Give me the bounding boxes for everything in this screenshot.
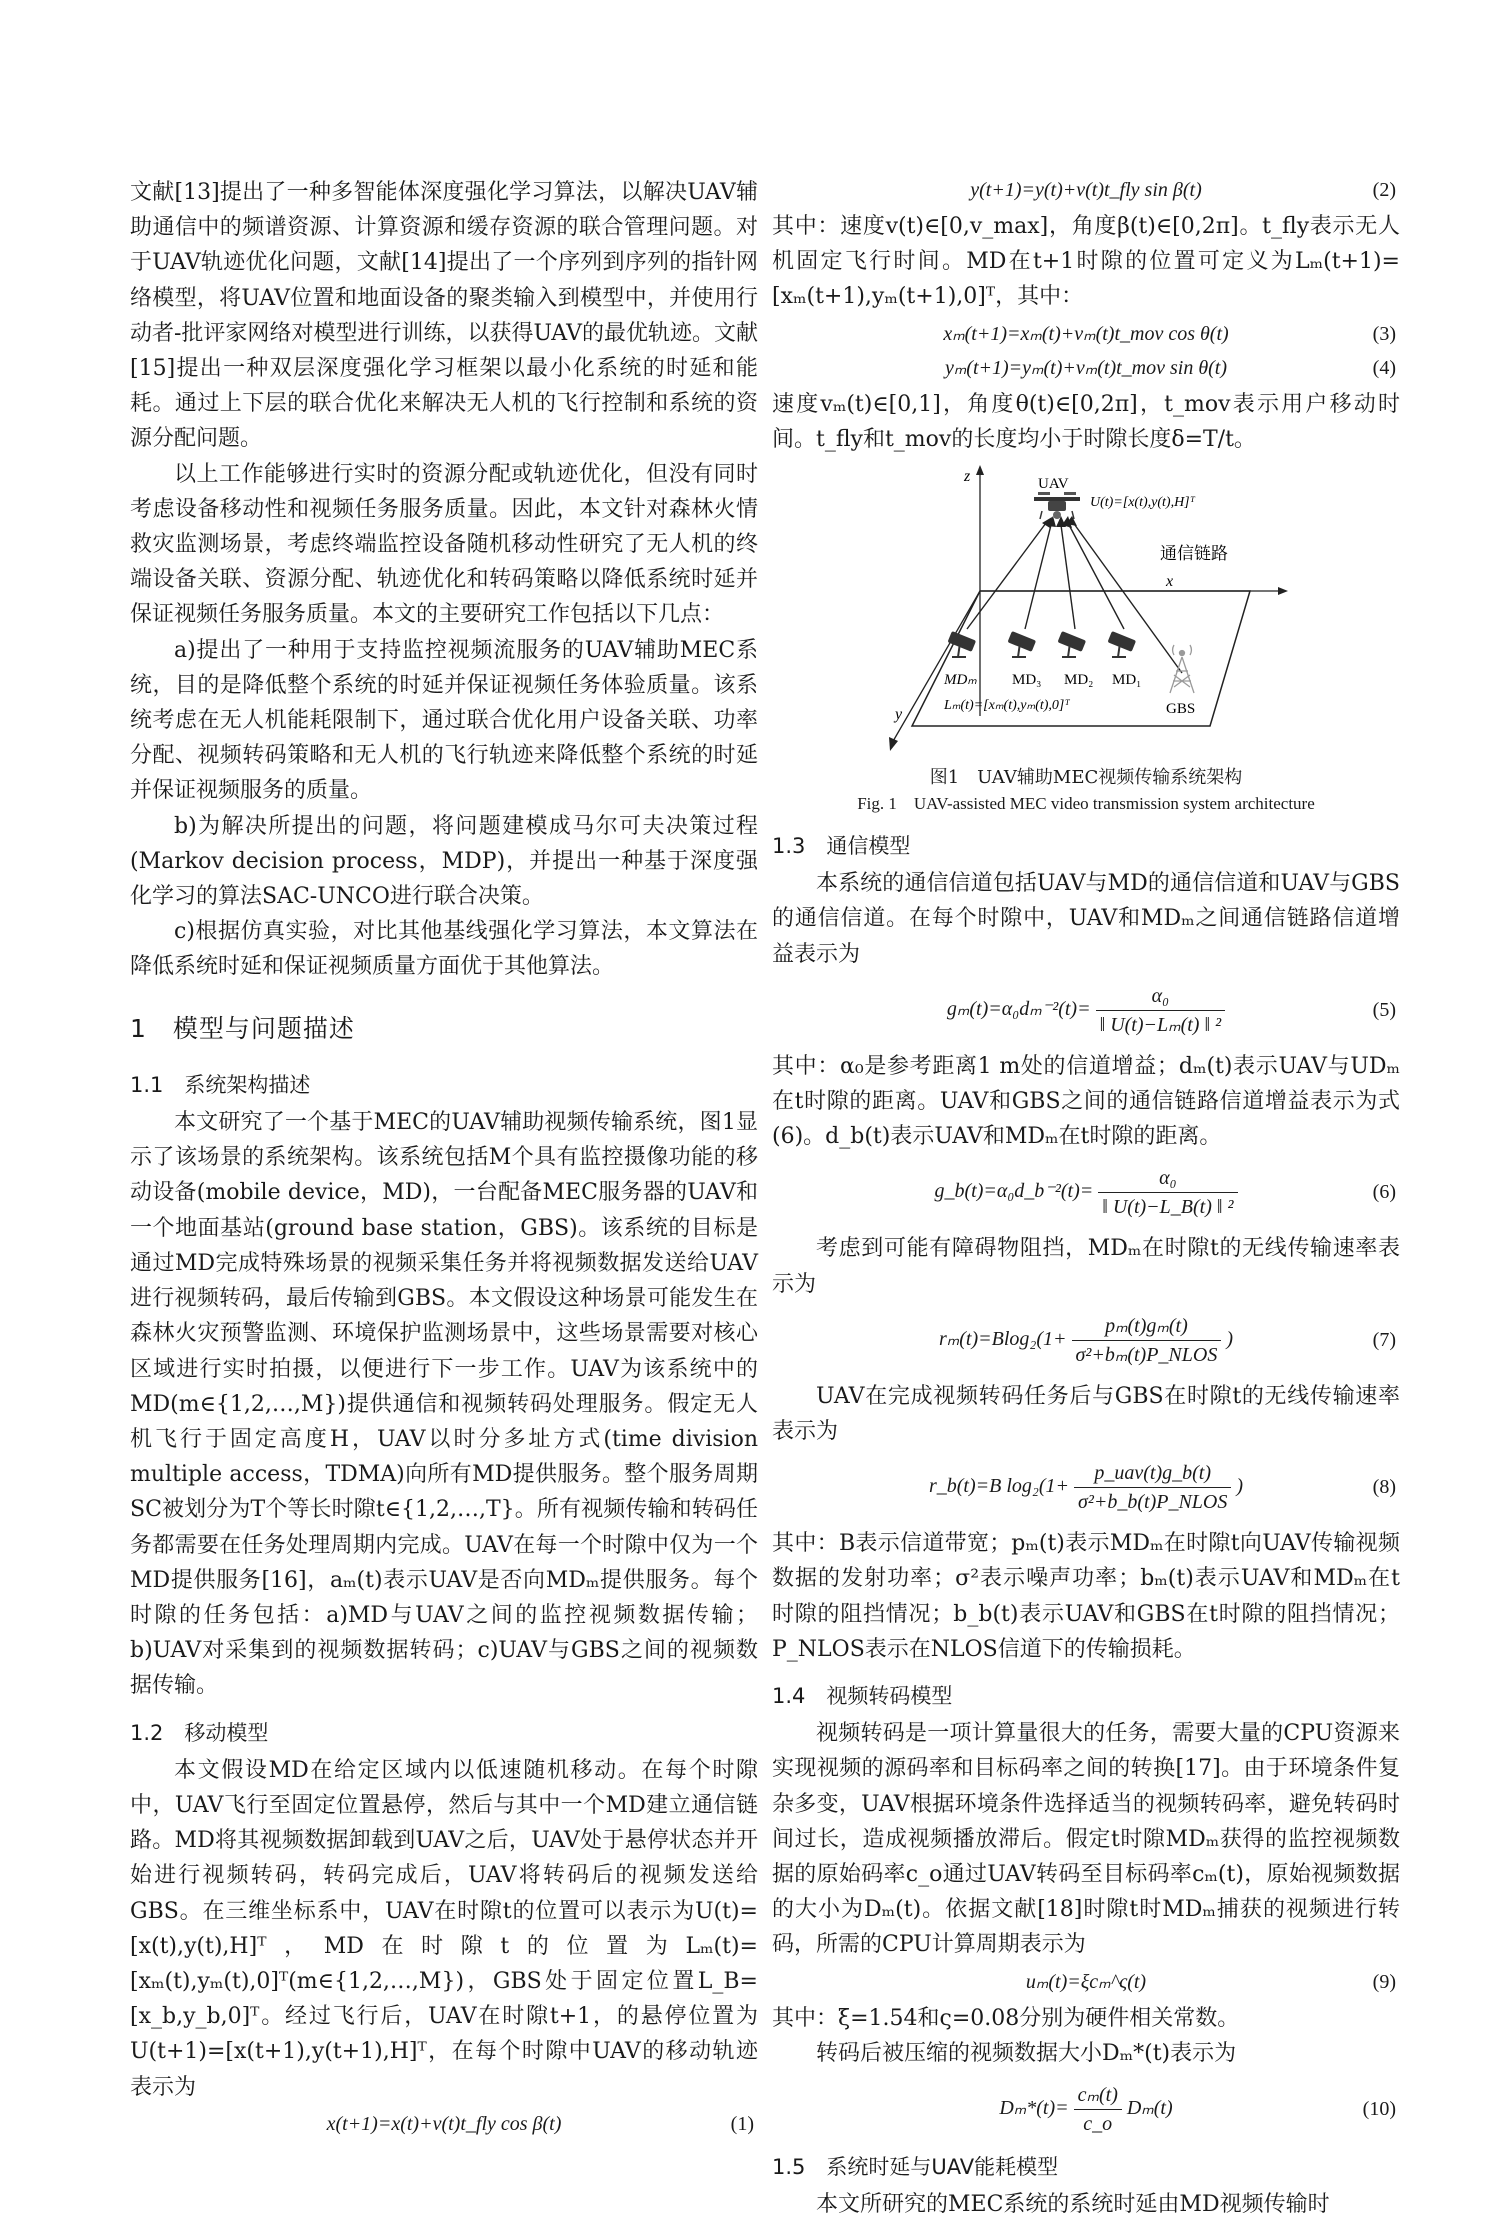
md-position-label: Lₘ(t)=[xₘ(t),yₘ(t),0]ᵀ xyxy=(944,698,1070,714)
paragraph-transcoding: 视频转码是一项计算量很大的任务，需要大量的CPU资源来实现视频的源码率和目标码率之间的转换[17]。由于环境条件复杂多变，UAV根据环境条件选择适当的视频转码率，避免转码时间过长，造成视频播放滞后。假定t时隙MDₘ获得的监控视频数据的原始码率c_o通过UAV转码至目标码率cₘ(t)，原始视频数据的大小为Dₘ(t)。依据文献[18]时隙t时MDₘ捕获的视频进行转码，所需的CPU计算周期表示为 xyxy=(772,1721,1400,1958)
right-column xyxy=(772,175,1400,2223)
equation-5-number: (5) xyxy=(1372,998,1396,1021)
section-heading-1-5: 1.5 系统时延与UAV能耗模型 xyxy=(772,2155,1059,2180)
equation-7-fraction xyxy=(1072,1312,1222,1369)
figure-1-system-architecture xyxy=(772,461,1400,761)
equation-8-numerator: p_uav(t)g_b(t) xyxy=(1074,1459,1231,1488)
z-axis-label: z xyxy=(964,468,971,486)
md-label-m: MDₘ xyxy=(944,672,977,689)
equation-1-body: x(t+1)=x(t)+v(t)t_fly cos β(t) xyxy=(326,2112,562,2135)
equation-10-rhs: Dₘ(t) xyxy=(1126,2097,1173,2120)
equation-10-lhs: Dₘ*(t)= xyxy=(999,2097,1069,2120)
equation-2-body: y(t+1)=y(t)+v(t)t_fly sin β(t) xyxy=(970,179,1202,201)
equation-8-denominator: σ²+b_b(t)P_NLOS xyxy=(1078,1491,1228,1514)
x-axis-label: x xyxy=(1166,573,1174,591)
equation-3-number: (3) xyxy=(1372,322,1396,345)
equation-6-numerator: α₀ xyxy=(1098,1164,1237,1193)
equation-4-body: yₘ(t+1)=yₘ(t)+vₘ(t)t_mov sin θ(t) xyxy=(944,356,1228,379)
uav-label: UAV xyxy=(1038,476,1069,493)
equation-2 xyxy=(772,175,1400,205)
communication-links xyxy=(967,521,1182,673)
y-axis-label: y xyxy=(895,706,903,724)
equation-7 xyxy=(772,1312,1400,1369)
uav-icon xyxy=(1034,492,1080,519)
equation-9 xyxy=(772,1967,1400,1997)
equation-8-number: (8) xyxy=(1372,1476,1396,1499)
equation-5 xyxy=(772,982,1400,1039)
paragraph-compressed-size: 转码后被压缩的视频数据大小Dₘ*(t)表示为 xyxy=(816,2040,1237,2066)
contribution-a: a)提出了一种用于支持监控视频流服务的UAV辅助MEC系统，目的是降低整个系统的时延并保证视频任务体验质量。该系统考虑在无人机能耗限制下，通过联合优化用户设备关联、功率分配、视频转码策略和无人机的飞行轨迹来降低整个系统的时延并保证视频服务的质量。 xyxy=(130,637,758,804)
y-axis-arrow xyxy=(889,737,898,751)
paragraph-1: 文献[13]提出了一种多智能体深度强化学习算法，以解决UAV辅助通信中的频谱资源、计算资源和缓存资源的联合管理问题。对于UAV轨迹优化问题，文献[14]提出了一个序列到序列的指针网络模型，将UAV位置和地面设备的聚类输入到模型中，并使用行动者-批评家网络对模型进行训练，以获得UAV的最优轨迹。文献[15]提出一种双层深度强化学习框架以最小化系统的时延和能耗。通过上下层的联合优化来解决无人机的飞行控制和系统的资源分配问题。 xyxy=(130,180,758,452)
equation-2-number: (2) xyxy=(1372,179,1396,201)
equation-5-lhs: gₘ(t)=α₀dₘ⁻²(t)= xyxy=(946,997,1091,1020)
equation-10-fraction xyxy=(1074,2081,1122,2138)
equation-7-number: (7) xyxy=(1372,1328,1396,1351)
paragraph-2: 以上工作能够进行实时的资源分配或轨迹优化，但没有同时考虑设备移动性和视频任务服务质量。因此，本文针对森林火情救灾监测场景，考虑终端监控设备随机移动性研究了无人机的终端设备关联、资源分配、轨迹优化和转码策略以降低系统时延并保证视频任务服务质量。本文的主要研究工作包括以下几点： xyxy=(130,461,758,628)
equation-10 xyxy=(772,2081,1400,2138)
equation-5-denominator: ‖ U(t)−Lₘ(t) ‖ ² xyxy=(1099,1013,1222,1036)
gbs-label: GBS xyxy=(1166,701,1196,718)
equation-6-fraction xyxy=(1098,1164,1237,1221)
equation-3 xyxy=(772,319,1400,349)
section-heading-1-1: 1.1 系统架构描述 xyxy=(130,1072,311,1097)
md-label-2: MD₂ xyxy=(1064,672,1094,689)
figure-1-diagram xyxy=(772,461,1400,761)
section-heading-1-2: 1.2 移动模型 xyxy=(130,1720,269,1745)
z-axis-arrow xyxy=(976,465,984,475)
equation-1-number: (1) xyxy=(730,2112,754,2135)
uav-position-label: U(t)=[x(t),y(t),H]ᵀ xyxy=(1090,495,1196,511)
md-camera-icon xyxy=(1008,631,1037,657)
paragraph-uav-rate: UAV在完成视频转码任务后与GBS在时隙t的无线传输速率表示为 xyxy=(772,1383,1400,1445)
gbs-tower-icon xyxy=(1170,645,1194,693)
left-column xyxy=(130,175,758,2143)
equation-8-fraction xyxy=(1074,1459,1231,1516)
md-label-3: MD₃ xyxy=(1012,672,1042,689)
md-camera-icon xyxy=(948,631,977,657)
paragraph-channel-gain: 其中：α₀是参考距离1 m处的信道增益；dₘ(t)表示UAV与UDₘ在t时隙的距离。UAV和GBS之间的通信链路信道增益表示为式(6)。d_b(t)表示UAV和MDₘ在t时隙的距离。 xyxy=(772,1053,1400,1150)
paragraph-mobility: 本文假设MD在给定区域内以低速随机移动。在每个时隙中，UAV飞行至固定位置悬停，然后与其中一个MD建立通信链路。MD将其视频数据卸载到UAV之后，UAV处于悬停状态并开始进行视频转码，转码完成后，UAV将转码后的视频发送给GBS。在三维坐标系中，UAV在时隙t的位置可以表示为U(t)=[x(t),y(t),H]ᵀ，MD在时隙t的位置为Lₘ(t)=[xₘ(t),yₘ(t),0]ᵀ(m∈{1,2,…,M})，GBS处于固定位置L_B=[x_b,y_b,0]ᵀ。经过飞行后，UAV在时隙t+1，的悬停位置为U(t+1)=[x(t+1),y(t+1),H]ᵀ，在每个时隙中UAV的移动轨迹表示为 xyxy=(130,1757,758,2100)
paragraph-hardware-constants: 其中：ξ=1.54和ς=0.08分别为硬件相关常数。 xyxy=(772,2005,1240,2031)
figure-1-caption-en: Fig. 1 UAV-assisted MEC video transmission system architecture xyxy=(857,794,1315,814)
equation-3-body: xₘ(t+1)=xₘ(t)+vₘ(t)t_mov cos θ(t) xyxy=(943,322,1229,345)
section-heading-1: 1 模型与问题描述 xyxy=(130,1013,355,1043)
paragraph-system-architecture: 本文研究了一个基于MEC的UAV辅助视频传输系统，图1显示了该场景的系统架构。该系统包括M个具有监控摄像功能的移动设备(mobile device，MD)，一台配备MEC服务器的UAV和一个地面基站(ground base station，GBS)。该系统的目标是通过MD完成特殊场景的视频采集任务并将视频数据发送给UAV进行视频转码，最后传输到GBS。本文假设这种场景可能发生在森林火灾预警监测、环境保护监测场景中，这些场景需要对核心区域进行实时拍摄，以便进行下一步工作。UAV为该系统中的MD(m∈{1,2,…,M})提供通信和视频转码处理服务。假定无人机飞行于固定高度H，UAV以时分多址方式(time division multiple access，TDMA)向所有MD提供服务。整个服务周期SC被划分为T个等长时隙t∈{1,2,…,T}。所有视频传输和转码任务都需要在任务处理周期内完成。UAV在每一个时隙中仅为一个MD提供服务[16]，aₘ(t)表示UAV是否向MDₘ提供服务。每个时隙的任务包括：a)MD与UAV之间的监控视频数据传输；b)UAV对采集到的视频数据转码；c)UAV与GBS之间的视频数据传输。 xyxy=(130,1110,758,1699)
equation-7-numerator: pₘ(t)gₘ(t) xyxy=(1072,1312,1222,1341)
equation-7-lhs: rₘ(t)=Blog₂(1+ xyxy=(939,1327,1067,1350)
md-camera-icon xyxy=(1108,631,1137,657)
md-camera-icon xyxy=(1058,631,1087,657)
section-heading-1-4: 1.4 视频转码模型 xyxy=(772,1684,953,1709)
paragraph-symbol-definitions: 其中：B表示信道带宽；pₘ(t)表示MDₘ在时隙t向UAV传输视频数据的发射功率；σ²表示噪声功率；bₘ(t)表示UAV和MDₘ在t时隙的阻挡情况；b_b(t)表示UAV和GBS在t时隙的阻挡情况；P_NLOS表示在NLOS信道下的传输损耗。 xyxy=(772,1531,1400,1662)
y-axis-line xyxy=(892,591,980,743)
paragraph-system-delay: 本文所研究的MEC系统的系统时延由MD视频传输时 xyxy=(816,2192,1330,2218)
equation-1 xyxy=(130,2109,758,2139)
equation-8-lhs: r_b(t)=B log₂(1+ xyxy=(928,1475,1069,1498)
figure-1-caption-cn: 图1 UAV辅助MEC视频传输系统架构 xyxy=(929,767,1243,789)
equation-10-numerator: cₘ(t) xyxy=(1074,2081,1122,2110)
equation-8 xyxy=(772,1459,1400,1516)
paragraph-obstacle: 考虑到可能有障碍物阻挡，MDₘ在时隙t的无线传输速率表示为 xyxy=(772,1236,1400,1297)
md-label-1: MD₁ xyxy=(1112,672,1142,689)
equation-6 xyxy=(772,1164,1400,1221)
contribution-c: c)根据仿真实验，对比其他基线强化学习算法，本文算法在降低系统时延和保证视频质量方面优于其他算法。 xyxy=(130,919,758,980)
equation-6-number: (6) xyxy=(1372,1181,1396,1204)
equation-5-numerator: α₀ xyxy=(1096,982,1226,1011)
section-heading-1-3: 1.3 通信模型 xyxy=(772,834,911,859)
equation-9-body: uₘ(t)=ξcₘ^ς(t) xyxy=(1025,1970,1147,1993)
communication-link-label: 通信链路 xyxy=(1160,544,1228,564)
equation-6-lhs: g_b(t)=α₀d_b⁻²(t)= xyxy=(934,1180,1094,1203)
contribution-b: b)为解决所提出的问题，将问题建模成马尔可夫决策过程(Markov decision process，MDP)，并提出一种基于深度强化学习的算法SAC-UNCO进行联合决策。 xyxy=(130,813,758,910)
equation-8-rhs: ) xyxy=(1236,1475,1244,1498)
paragraph-communication: 本系统的通信信道包括UAV与MD的通信信道和UAV与GBS的通信信道。在每个时隙中，UAV和MDₘ之间通信链路信道增益表示为 xyxy=(772,871,1400,967)
equation-4-number: (4) xyxy=(1372,356,1396,379)
x-axis-arrow xyxy=(1278,587,1288,595)
equation-10-number: (10) xyxy=(1362,2098,1396,2121)
equation-6-denominator: ‖ U(t)−L_B(t) ‖ ² xyxy=(1102,1196,1234,1219)
equation-4 xyxy=(772,353,1400,383)
equation-10-denominator: c_o xyxy=(1083,2113,1113,2136)
paragraph-user-movement: 速度vₘ(t)∈[0,1]，角度θ(t)∈[0,2π]，t_mov表示用户移动时间。t_fly和t_mov的长度均小于时隙长度δ=T/t。 xyxy=(772,391,1400,452)
equation-7-denominator: σ²+bₘ(t)P_NLOS xyxy=(1075,1343,1218,1366)
paragraph-speed-angle: 其中：速度v(t)∈[0,v_max]，角度β(t)∈[0,2π]。t_fly表示无人机固定飞行时间。MD在t+1时隙的位置可定义为Lₘ(t+1)=[xₘ(t+1),yₘ(t+1),0]ᵀ，其中： xyxy=(772,214,1400,310)
equation-9-number: (9) xyxy=(1372,1970,1396,1993)
equation-5-fraction xyxy=(1096,982,1226,1039)
equation-7-rhs: ) xyxy=(1226,1327,1233,1350)
